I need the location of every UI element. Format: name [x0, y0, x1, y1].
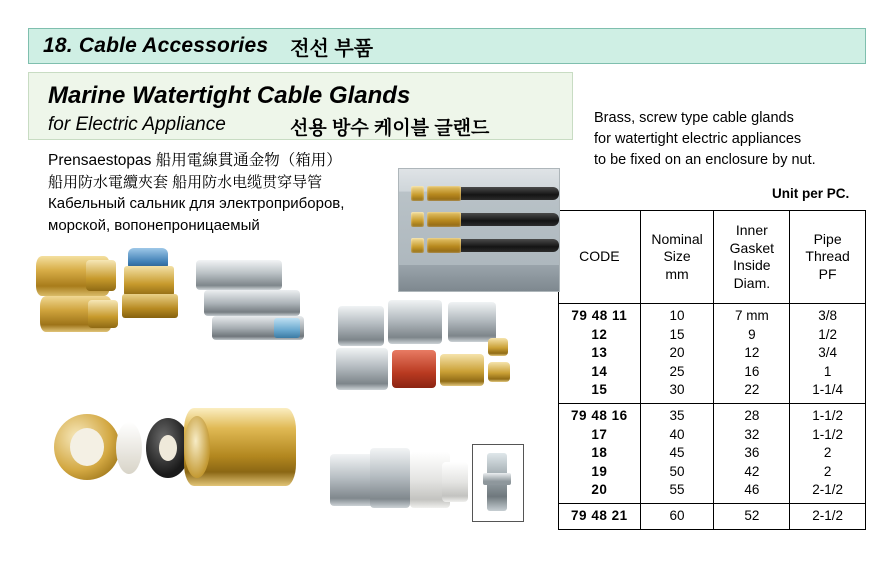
gland-nut — [122, 294, 178, 318]
cell-nominal: 15 — [640, 326, 714, 345]
product-names-block — [48, 150, 448, 236]
cell-code: 13 — [559, 344, 641, 363]
specification-table — [558, 210, 866, 530]
column-header-inner-gasket — [714, 211, 790, 304]
product-title-main: Marine Watertight Cable Glands — [48, 82, 411, 109]
column-header-gasket-line-1: Inner — [735, 222, 768, 238]
cell-gasket: 7 mm — [714, 304, 790, 326]
blue-gland-tip — [274, 318, 300, 338]
blue-cap — [128, 248, 168, 268]
enclosure-panel — [399, 265, 559, 291]
unit-note: Unit per PC. — [772, 186, 850, 201]
gland-body — [124, 266, 174, 296]
blue-cap-gland-photo — [122, 248, 192, 326]
table-row — [559, 403, 866, 425]
table-header-row — [559, 211, 866, 304]
cell-pipe: 3/4 — [790, 344, 866, 363]
brass-washer — [488, 362, 510, 382]
cell-pipe: 2-1/2 — [790, 481, 866, 503]
single-gland-inset-photo — [472, 444, 524, 522]
steel-gland — [196, 260, 282, 290]
cell-code: 79 48 11 — [559, 304, 641, 326]
table-row — [559, 326, 866, 345]
table-row — [559, 463, 866, 482]
cell-code: 79 48 16 — [559, 403, 641, 425]
table-row — [559, 444, 866, 463]
steel-nut — [388, 300, 442, 344]
column-header-nominal-size — [640, 211, 714, 304]
cell-pipe: 3/8 — [790, 304, 866, 326]
gland-specimen — [487, 453, 507, 511]
description-line-2: for watertight electric appliances — [594, 131, 802, 148]
cell-code: 12 — [559, 326, 641, 345]
cell-pipe: 2 — [790, 444, 866, 463]
column-header-nominal-line-3: mm — [665, 265, 689, 282]
cell-gasket: 42 — [714, 463, 790, 482]
red-anodized-gland — [392, 350, 436, 388]
column-header-gasket-line-3: Inside — [733, 257, 771, 273]
large-brass-gland-exploded-photo — [54, 392, 304, 502]
product-name-ru-line1: Кабельный сальник для электроприборов, — [48, 195, 345, 213]
brass-gland-hex — [88, 300, 118, 328]
cell-pipe: 1 — [790, 363, 866, 382]
cell-code: 79 48 21 — [559, 503, 641, 529]
white-washer — [116, 422, 142, 474]
steel-gland — [204, 290, 300, 316]
column-header-nominal-line-1: Nominal — [651, 230, 703, 247]
cell-pipe: 1/2 — [790, 326, 866, 345]
table-row — [559, 344, 866, 363]
plastic-gland — [442, 462, 468, 502]
cell-pipe: 1-1/4 — [790, 381, 866, 403]
column-header-gasket-line-2: Gasket — [729, 239, 775, 256]
brass-gland-body-large — [184, 408, 296, 486]
column-header-gasket-line-4: Diam. — [733, 274, 771, 291]
product-title-sub: for Electric Appliance — [48, 114, 226, 135]
brass-washer — [488, 338, 508, 356]
column-header-nominal-line-2: Size — [663, 248, 691, 265]
column-header-pipe-thread — [790, 211, 866, 304]
cell-gasket: 9 — [714, 326, 790, 345]
brass-gland-body — [427, 212, 461, 227]
section-number-title: 18. Cable Accessories — [43, 34, 269, 57]
cell-nominal: 25 — [640, 363, 714, 382]
table-row — [559, 426, 866, 445]
section-header-bar — [28, 28, 866, 64]
gland-nuts-and-washers-photo — [336, 300, 526, 410]
column-header-pipe-line-2: Thread — [805, 248, 850, 265]
brass-cable-glands-photo — [30, 252, 126, 338]
plastic-and-steel-glands-photo — [330, 444, 470, 520]
section-korean-title: 전선 부품 — [290, 37, 374, 60]
cell-gasket: 22 — [714, 381, 790, 403]
steel-gland — [370, 448, 410, 508]
brass-nut — [440, 354, 484, 386]
brass-gland-hex — [86, 260, 116, 291]
product-name-es-ja: Prensaestopas 船用電線貫通金物（箱用） — [48, 152, 342, 169]
table-row — [559, 481, 866, 503]
cell-nominal: 30 — [640, 381, 714, 403]
cell-gasket: 28 — [714, 403, 790, 425]
brass-gland-body — [427, 186, 461, 201]
product-description-block — [594, 108, 869, 171]
brass-nut — [411, 186, 424, 201]
cell-code: 20 — [559, 481, 641, 503]
cell-nominal: 50 — [640, 463, 714, 482]
column-header-pipe-line-1: Pipe — [813, 230, 842, 247]
cell-nominal: 40 — [640, 426, 714, 445]
cell-nominal: 60 — [640, 503, 714, 529]
table-row — [559, 304, 866, 326]
table-row — [559, 381, 866, 403]
steel-gland — [330, 454, 374, 506]
cell-gasket: 32 — [714, 426, 790, 445]
column-header-pipe-line-3: PF — [818, 265, 837, 282]
cell-nominal: 55 — [640, 481, 714, 503]
cable-gland-assembly-photo — [398, 168, 560, 292]
cell-nominal: 10 — [640, 304, 714, 326]
steel-cable-glands-photo — [196, 256, 316, 352]
table-body — [559, 304, 866, 530]
description-line-3: to be fixed on an enclosure by nut. — [594, 152, 816, 169]
section-header-inner — [29, 29, 865, 63]
cell-code: 14 — [559, 363, 641, 382]
description-line-1: Brass, screw type cable glands — [594, 110, 794, 126]
product-title-korean: 선용 방수 케이블 글랜드 — [290, 118, 490, 139]
cell-code: 18 — [559, 444, 641, 463]
cell-pipe: 2-1/2 — [790, 503, 866, 529]
cell-code: 17 — [559, 426, 641, 445]
product-name-zh: 船用防水電纜夾套 船用防水电缆贯穿导管 — [48, 174, 323, 191]
product-name-ru-line2: морской, вопонепроницаемый — [48, 216, 260, 234]
cell-code: 15 — [559, 381, 641, 403]
steel-nut — [448, 302, 496, 342]
cell-gasket: 46 — [714, 481, 790, 503]
cell-pipe: 2 — [790, 463, 866, 482]
cell-gasket: 36 — [714, 444, 790, 463]
brass-gland-body — [427, 238, 461, 253]
cell-gasket: 16 — [714, 363, 790, 382]
column-header-code-line-1: CODE — [579, 248, 620, 265]
steel-nut — [338, 306, 384, 346]
brass-nut — [411, 238, 424, 253]
cell-pipe: 1-1/2 — [790, 403, 866, 425]
cell-code: 19 — [559, 463, 641, 482]
table-row — [559, 363, 866, 382]
table-header — [559, 211, 866, 304]
cell-gasket: 12 — [714, 344, 790, 363]
column-header-code — [559, 211, 641, 304]
cell-nominal: 35 — [640, 403, 714, 425]
brass-ring — [54, 414, 120, 480]
cell-pipe: 1-1/2 — [790, 426, 866, 445]
cell-gasket: 52 — [714, 503, 790, 529]
steel-gland-body — [336, 348, 388, 390]
table-row — [559, 503, 866, 529]
brass-nut — [411, 212, 424, 227]
cell-nominal: 45 — [640, 444, 714, 463]
cell-nominal: 20 — [640, 344, 714, 363]
